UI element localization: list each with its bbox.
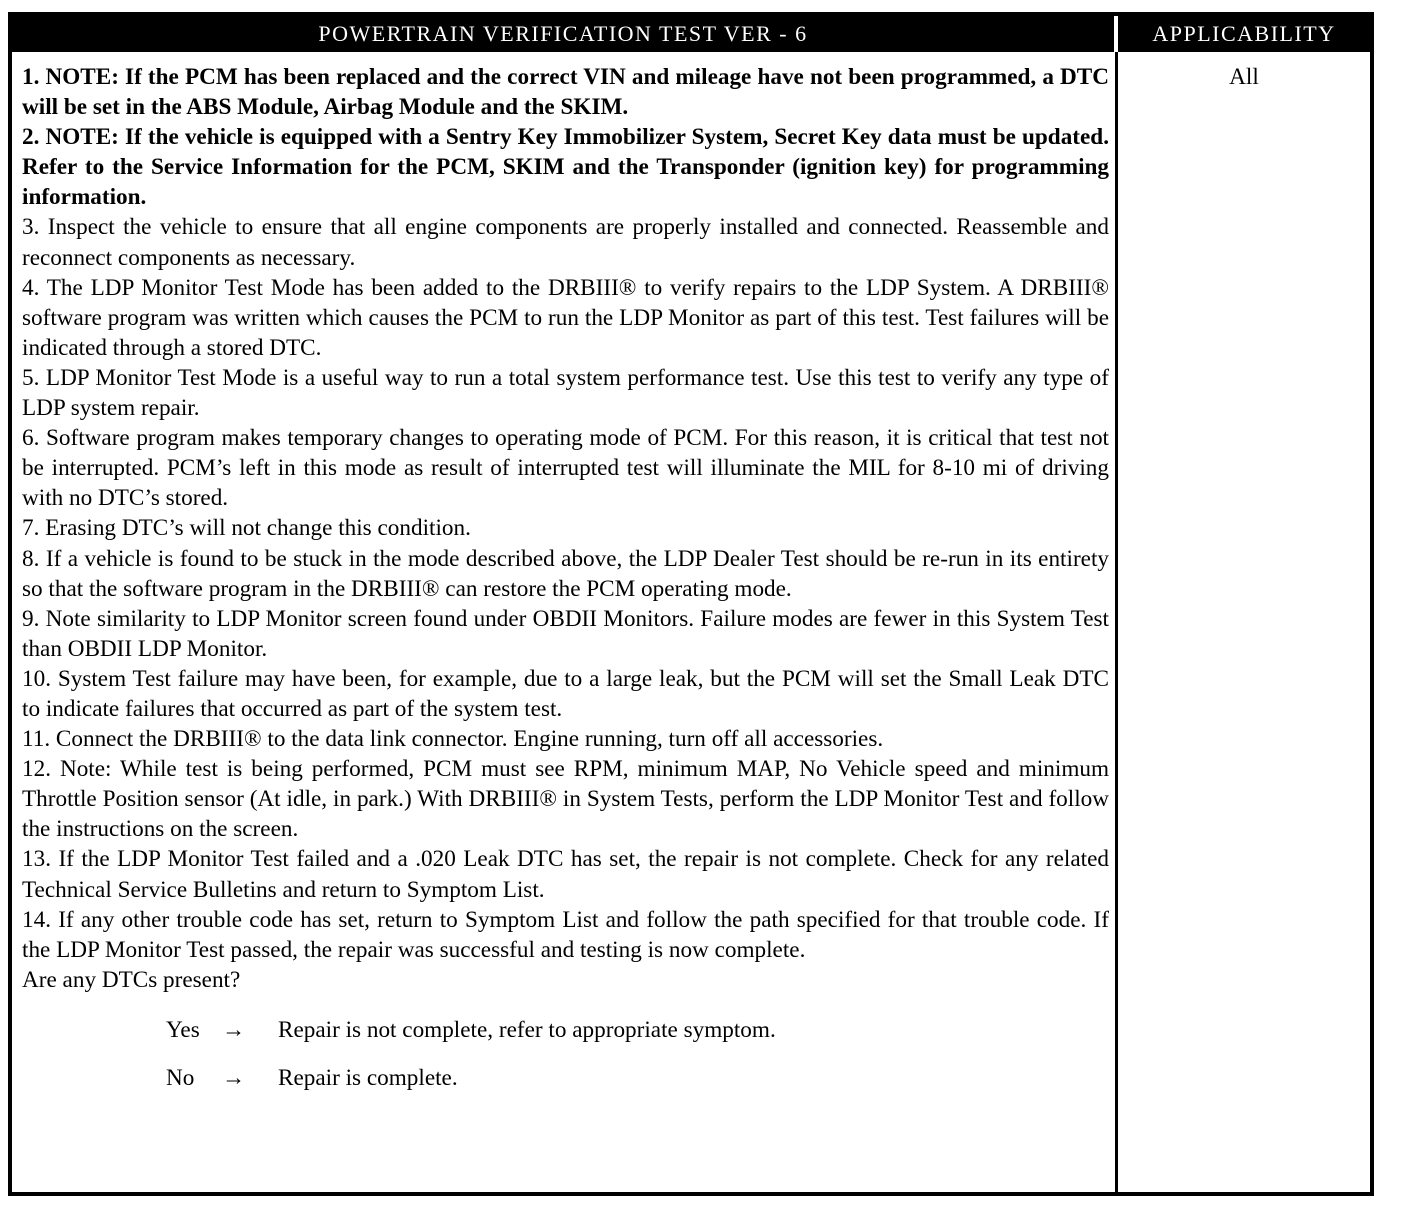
answer-list: [22, 1015, 1109, 1111]
step-4: 4. The LDP Monitor Test Mode has been added to the DRBIII® to verify repairs to the LDP System. A DRBIII® software program was written which causes the PCM to run the LDP Monitor as part of this test. Test failures will be indicated through a stored DTC.: [22, 274, 1109, 361]
applicability-value: All: [1229, 64, 1259, 90]
step-10: 10. System Test failure may have been, for example, due to a large leak, but the PCM will set the Small Leak DTC to indicate failures that occurred as part of the system test.: [22, 665, 1109, 722]
step-3: 3. Inspect the vehicle to ensure that all engine components are properly installed and connected. Reassemble and reconnect components as necessary.: [22, 214, 1109, 271]
table-title: POWERTRAIN VERIFICATION TEST VER - 6: [12, 16, 1118, 52]
step-7: 7. Erasing DTC’s will not change this condition.: [22, 515, 471, 542]
step-6: 6. Software program makes temporary changes to operating mode of PCM. For this reason, it is critical that test not be interrupted. PCM’s left in this mode as result of interrupted test will illuminate the MIL for 8-10 mi of driving with no DTC’s stored.: [22, 425, 1109, 512]
step-11: 11. Connect the DRBIII® to the data link connector. Engine running, turn off all accessories.: [22, 726, 884, 753]
step-1: 1. NOTE: If the PCM has been replaced and the correct VIN and mileage have not been programmed, a DTC will be set in the ABS Module, Airbag Module and the SKIM.: [22, 64, 1109, 121]
test-procedure: [12, 52, 1118, 1192]
arrow-right-icon: →: [222, 1064, 246, 1091]
step-9: 9. Note similarity to LDP Monitor screen found under OBDII Monitors. Failure modes are fewer in this System Test than OBDII LDP Monitor.: [22, 605, 1109, 662]
answer-yes-label: Yes: [166, 1016, 200, 1043]
step-8: 8. If a vehicle is found to be stuck in the mode described above, the LDP Dealer Test should be re-run in its entirety so that the software program in the DRBIII® can restore the PCM operating mode.: [22, 545, 1109, 602]
step-2: 2. NOTE: If the vehicle is equipped with a Sentry Key Immobilizer System, Secret Key data must be updated. Refer to the Service Information for the PCM, SKIM and the Transponder (ignition key) for programming information.: [22, 124, 1109, 211]
arrow-right-icon: →: [222, 1016, 246, 1043]
step-5: 5. LDP Monitor Test Mode is a useful way to run a total system performance test. Use this test to verify any type of LDP system repair.: [22, 364, 1109, 422]
verification-test-table: [8, 12, 1374, 1196]
answer-yes: [166, 1015, 1109, 1063]
step-14: 14. If any other trouble code has set, return to Symptom List and follow the path specified for that trouble code. If the LDP Monitor Test passed, the repair was successful and testing is now complete.: [22, 906, 1109, 963]
answer-no-result: Repair is complete.: [278, 1064, 458, 1091]
step-12: 12. Note: While test is being performed, PCM must see RPM, minimum MAP, No Vehicle speed and minimum Throttle Position sensor (At idle, in park.) With DRBIII® in System Tests, perform the LDP Monitor Test and follow the instructions on the screen.: [22, 756, 1109, 843]
question: Are any DTCs present?: [22, 966, 241, 993]
answer-no-label: No: [166, 1064, 195, 1091]
step-13: 13. If the LDP Monitor Test failed and a .020 Leak DTC has set, the repair is not complete. Check for any related Technical Service Bulletins and return to Symptom List.: [22, 846, 1109, 903]
applicability-header: APPLICABILITY: [1118, 16, 1370, 52]
answer-yes-result: Repair is not complete, refer to appropriate symptom.: [278, 1016, 776, 1043]
answer-no: [166, 1063, 1109, 1111]
